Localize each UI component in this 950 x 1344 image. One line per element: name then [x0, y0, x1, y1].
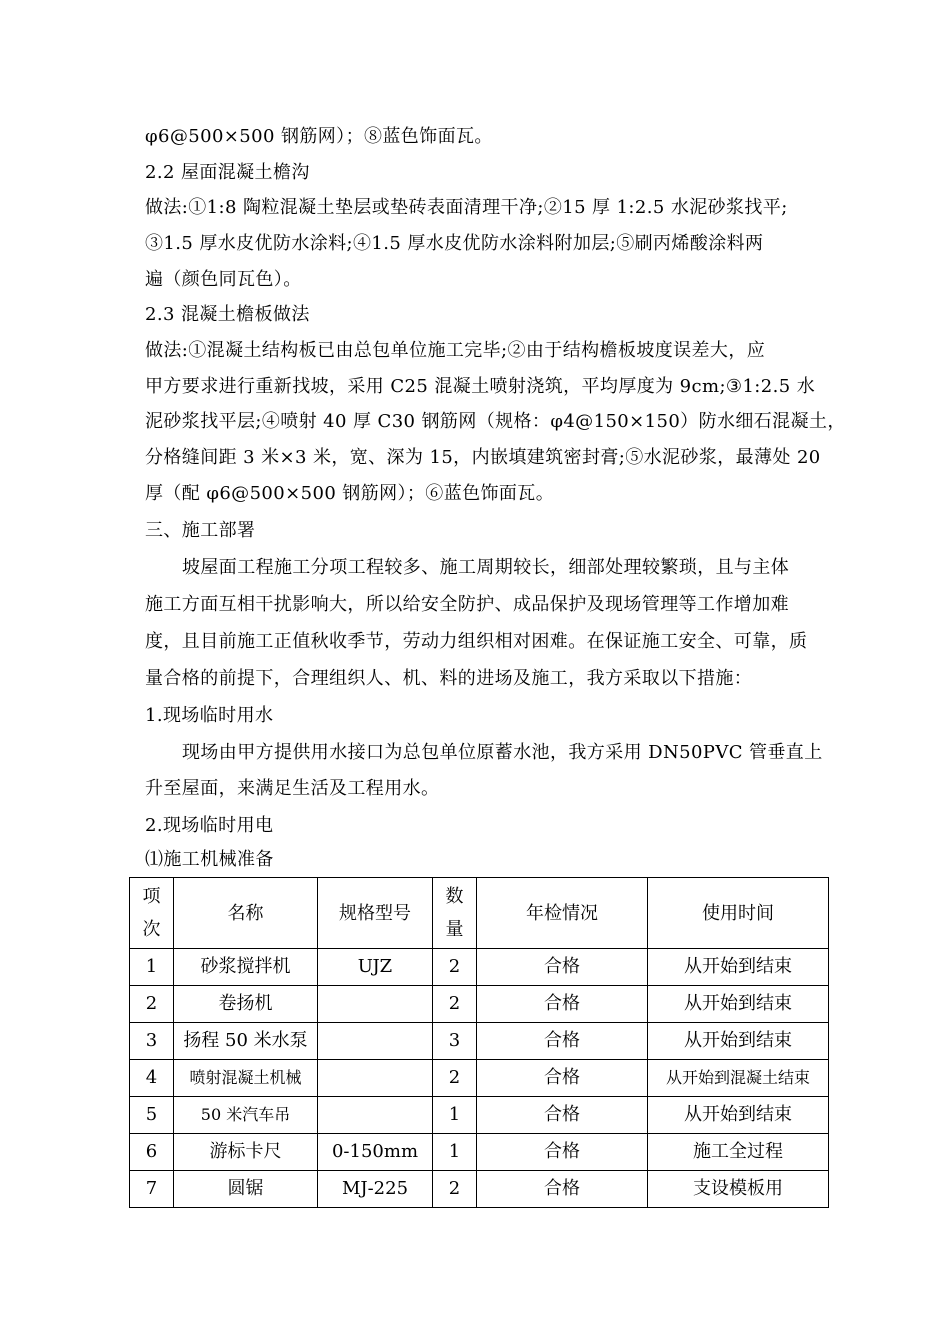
header-item-no: 项次: [130, 878, 174, 949]
cell-spec: [318, 1097, 433, 1134]
cell-item-no: 5: [130, 1097, 174, 1134]
paragraph-line: 厚（配 φ6@500×500 钢筋网）；⑥蓝色饰面瓦。: [145, 483, 555, 504]
cell-item-no: 2: [130, 986, 174, 1023]
cell-spec: [318, 986, 433, 1023]
table-header-row: [130, 878, 829, 949]
cell-inspection: 合格: [477, 1134, 648, 1171]
cell-usage-time: 从开始到结束: [648, 949, 829, 986]
cell-quantity: 2: [433, 949, 477, 986]
section-heading-2-2: 2.2 屋面混凝土檐沟: [145, 162, 310, 183]
cell-inspection: 合格: [477, 1060, 648, 1097]
section-heading-2-3: 2.3 混凝土檐板做法: [145, 304, 310, 325]
table-row: [130, 1134, 829, 1171]
cell-usage-time: 从开始到结束: [648, 1023, 829, 1060]
equipment-table: [129, 877, 829, 1208]
paragraph-line: 泥砂浆找平层;④喷射 40 厚 C30 钢筋网（规格：φ4@150×150）防水细石混凝土，: [145, 411, 846, 432]
cell-name: 扬程 50 米水泵: [174, 1023, 318, 1060]
table-row: [130, 1171, 829, 1208]
cell-name: 喷射混凝土机械: [174, 1060, 318, 1097]
cell-name: 卷扬机: [174, 986, 318, 1023]
table-row: [130, 949, 829, 986]
paragraph-line: 施工方面互相干扰影响大，所以给安全防护、成品保护及现场管理等工作增加难: [145, 594, 789, 615]
paragraph-line: 量合格的前提下，合理组织人、机、料的进场及施工，我方采取以下措施：: [145, 668, 753, 689]
cell-quantity: 3: [433, 1023, 477, 1060]
paragraph-line: 做法:①1:8 陶粒混凝土垫层或垫砖表面清理干净;②15 厚 1:2.5 水泥砂浆找平;: [145, 197, 788, 218]
cell-spec: [318, 1060, 433, 1097]
table-row: [130, 986, 829, 1023]
header-spec: 规格型号: [318, 878, 433, 949]
cell-spec: 0-150mm: [318, 1134, 433, 1171]
paragraph-line: 坡屋面工程施工分项工程较多、施工周期较长，细部处理较繁琐，且与主体: [182, 557, 790, 578]
paragraph-line: ③1.5 厚水皮优防水涂料;④1.5 厚水皮优防水涂料附加层;⑤刷丙烯酸涂料两: [145, 233, 764, 254]
cell-item-no: 6: [130, 1134, 174, 1171]
cell-item-no: 7: [130, 1171, 174, 1208]
section-heading-3: 三、施工部署: [145, 520, 256, 541]
cell-inspection: 合格: [477, 1097, 648, 1134]
cell-usage-time: 从开始到结束: [648, 1097, 829, 1134]
section-heading-water: 1.现场临时用水: [145, 705, 274, 726]
paragraph-line: 升至屋面，来满足生活及工程用水。: [145, 778, 440, 799]
cell-inspection: 合格: [477, 1171, 648, 1208]
cell-name: 50 米汽车吊: [174, 1097, 318, 1134]
header-quantity: 数量: [433, 878, 477, 949]
cell-name: 游标卡尺: [174, 1134, 318, 1171]
cell-name: 圆锯: [174, 1171, 318, 1208]
cell-inspection: 合格: [477, 949, 648, 986]
cell-spec: UJZ: [318, 949, 433, 986]
cell-usage-time: 施工全过程: [648, 1134, 829, 1171]
cell-item-no: 3: [130, 1023, 174, 1060]
header-usage-time: 使用时间: [648, 878, 829, 949]
cell-quantity: 2: [433, 1171, 477, 1208]
header-inspection: 年检情况: [477, 878, 648, 949]
paragraph-line: 做法:①混凝土结构板已由总包单位施工完毕;②由于结构檐板坡度误差大，应: [145, 340, 766, 361]
cell-quantity: 1: [433, 1134, 477, 1171]
paragraph-line: 度，且目前施工正值秋收季节，劳动力组织相对困难。在保证施工安全、可靠，质: [145, 631, 808, 652]
paragraph-line: 遍（颜色同瓦色）。: [145, 269, 302, 290]
cell-quantity: 2: [433, 1060, 477, 1097]
cell-item-no: 4: [130, 1060, 174, 1097]
cell-quantity: 1: [433, 1097, 477, 1134]
cell-inspection: 合格: [477, 1023, 648, 1060]
paragraph-line: 现场由甲方提供用水接口为总包单位原蓄水池，我方采用 DN50PVC 管垂直上: [182, 742, 823, 763]
cell-quantity: 2: [433, 986, 477, 1023]
paragraph-line: 甲方要求进行重新找坡，采用 C25 混凝土喷射浇筑，平均厚度为 9cm;③1:2.5 水: [145, 376, 816, 397]
cell-name: 砂浆搅拌机: [174, 949, 318, 986]
header-name: 名称: [174, 878, 318, 949]
table-row: [130, 1097, 829, 1134]
paragraph-line: 分格缝间距 3 米×3 米，宽、深为 15，内嵌填建筑密封膏;⑤水泥砂浆，最薄处 20: [145, 447, 821, 468]
cell-usage-time: 支设模板用: [648, 1171, 829, 1208]
table-row: [130, 1023, 829, 1060]
subsection-heading-machinery: ⑴施工机械准备: [145, 849, 274, 870]
paragraph-line: φ6@500×500 钢筋网）；⑧蓝色饰面瓦。: [145, 126, 493, 147]
cell-item-no: 1: [130, 949, 174, 986]
table-row: [130, 1060, 829, 1097]
cell-spec: [318, 1023, 433, 1060]
cell-usage-time: 从开始到混凝土结束: [648, 1060, 829, 1097]
cell-inspection: 合格: [477, 986, 648, 1023]
cell-spec: MJ-225: [318, 1171, 433, 1208]
cell-usage-time: 从开始到结束: [648, 986, 829, 1023]
section-heading-power: 2.现场临时用电: [145, 815, 274, 836]
